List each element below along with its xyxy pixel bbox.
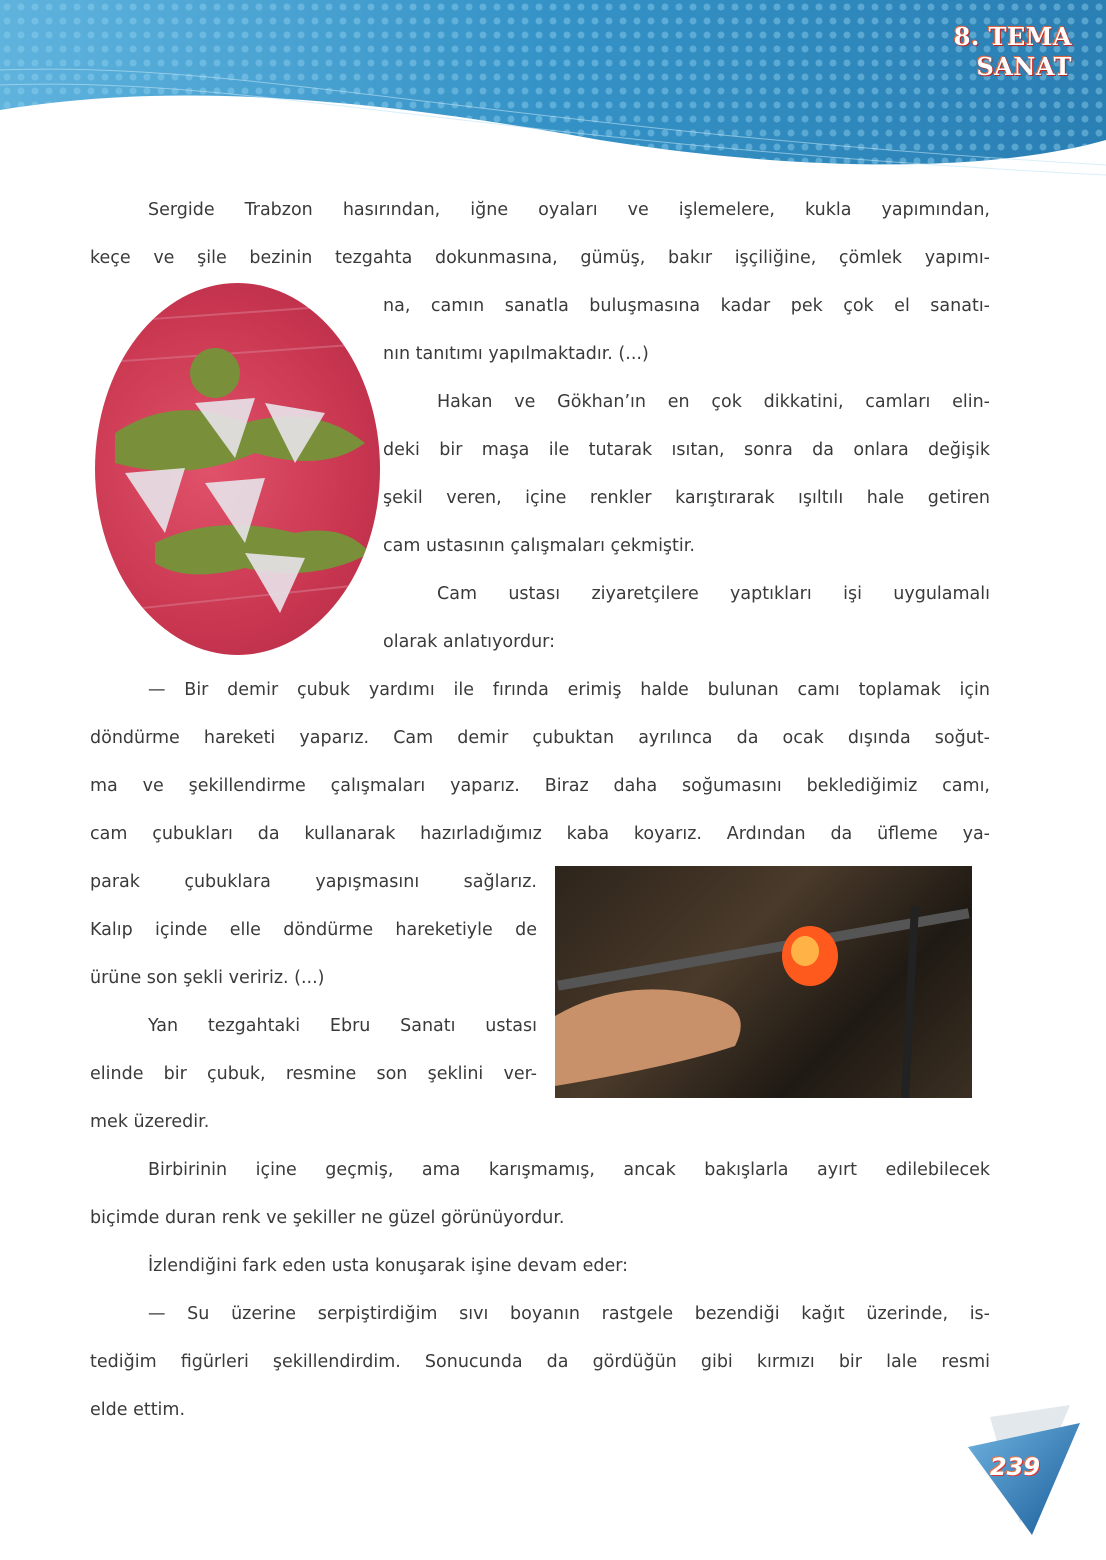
text-line: Cam ustası ziyaretçilere yaptıkları işi uygulamalı — [437, 584, 990, 604]
text-line: şekil veren, içine renkler karıştırarak ışıltılı hale getiren — [383, 488, 990, 508]
text-line: nın tanıtımı yapılmaktadır. (...) — [383, 344, 649, 364]
text-line: Hakan ve Gökhan’ın en çok dikkatini, camları elin- — [437, 392, 990, 412]
text-line: elinde bir çubuk, resmine son şeklini ver- — [90, 1064, 537, 1084]
header-wave-banner — [0, 0, 1106, 180]
theme-title: SANAT — [976, 52, 1072, 81]
text-line: elde ettim. — [90, 1400, 186, 1420]
text-line: Yan tezgahtaki Ebru Sanatı ustası — [148, 1016, 537, 1036]
glassblowing-photo — [555, 866, 972, 1098]
text-line: na, camın sanatla buluşmasına kadar pek çok el sanatı- — [383, 296, 990, 316]
text-line: Kalıp içinde elle döndürme hareketiyle de — [90, 920, 537, 940]
text-line: ürüne son şekli veririz. (...) — [90, 968, 325, 988]
text-line: keçe ve şile bezinin tezgahta dokunmasına, gümüş, bakır işçiliğine, çömlek yapımı- — [90, 248, 990, 268]
text-line: parak çubuklara yapışmasını sağlarız. — [90, 872, 537, 892]
text-line: mek üzeredir. — [90, 1112, 210, 1132]
needle-lace-oya-image — [95, 283, 380, 655]
text-line: döndürme hareketi yaparız. Cam demir çubuktan ayrılınca da ocak dışında soğut- — [90, 728, 990, 748]
theme-number: 8. TEMA — [953, 22, 1072, 51]
text-line: deki bir maşa ile tutarak ısıtan, sonra da onlara değişik — [383, 440, 990, 460]
text-line: — Bir demir çubuk yardımı ile fırında erimiş halde bulunan camı toplamak için — [148, 680, 990, 700]
text-line: olarak anlatıyordur: — [383, 632, 555, 652]
text-line: Birbirinin içine geçmiş, ama karışmamış, ancak bakışlarla ayırt edilebilecek — [148, 1160, 990, 1180]
text-line: — Su üzerine serpiştirdiğim sıvı boyanın rastgele bezendiği kağıt üzerinde, is- — [148, 1304, 990, 1324]
text-line: tediğim figürleri şekillendirdim. Sonucunda da gördüğün gibi kırmızı bir lale resmi — [90, 1352, 990, 1372]
theme-label — [954, 22, 1072, 82]
page-number-badge — [960, 1405, 1090, 1535]
text-line: cam çubukları da kullanarak hazırladığımız kaba koyarız. Ardından da üfleme ya- — [90, 824, 990, 844]
text-line: biçimde duran renk ve şekiller ne güzel görünüyordur. — [90, 1208, 565, 1228]
text-line: İzlendiğini fark eden usta konuşarak işine devam eder: — [148, 1256, 629, 1276]
text-line: cam ustasının çalışmaları çekmiştir. — [383, 536, 695, 556]
text-line: ma ve şekillendirme çalışmaları yaparız. Biraz daha soğumasını beklediğimiz camı, — [90, 776, 990, 796]
page-number: 239 — [990, 1453, 1041, 1481]
text-line: Sergide Trabzon hasırından, iğne oyaları ve işlemelere, kukla yapımından, — [148, 200, 990, 220]
